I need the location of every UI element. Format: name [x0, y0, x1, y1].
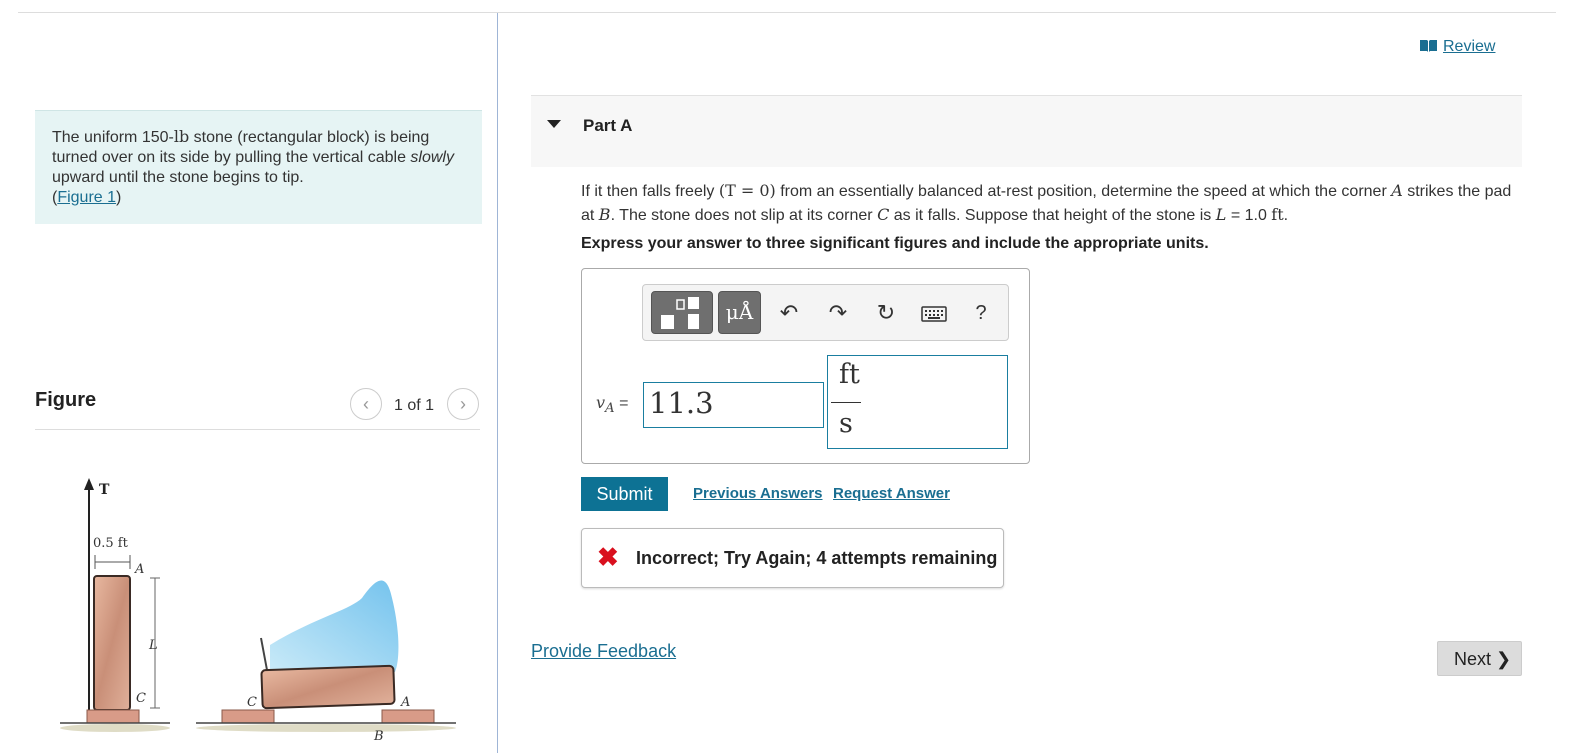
motion-blur — [270, 581, 398, 672]
label-C: C — [136, 691, 146, 706]
label-L: L — [149, 638, 158, 653]
help-icon[interactable]: ? — [975, 302, 987, 324]
templates-icon — [652, 292, 712, 333]
units-button[interactable]: μÅ — [718, 291, 761, 334]
label-A-right: A — [401, 695, 411, 710]
keyboard-icon — [921, 306, 947, 322]
unit-lb: lb — [173, 127, 190, 146]
math-A: A — [1391, 181, 1403, 200]
provide-feedback-link[interactable]: Provide Feedback — [531, 641, 677, 661]
figure-link[interactable]: Figure 1 — [57, 189, 117, 206]
answer-variable-label — [596, 393, 628, 416]
review-label: Review — [1443, 38, 1496, 55]
label-C-right: C — [247, 695, 257, 710]
figure-next-button[interactable]: › — [447, 388, 479, 420]
part-a-header[interactable] — [531, 95, 1522, 167]
pad-C — [222, 710, 274, 723]
pad-left — [87, 710, 139, 723]
figure-prev-button[interactable]: ‹ — [350, 388, 382, 420]
ground-shadow-left — [60, 724, 170, 732]
unit-numerator: ft — [839, 359, 860, 390]
next-label: Next — [1454, 649, 1492, 669]
math-ft: ft — [1271, 205, 1284, 224]
submit-button[interactable]: Submit — [581, 477, 668, 511]
ground-shadow-right — [196, 724, 456, 732]
question-text — [581, 179, 1516, 227]
pad-B — [382, 710, 434, 723]
falling-stone — [261, 666, 394, 709]
panel-divider — [497, 13, 498, 753]
question-text-1: If it then falls freely — [581, 183, 719, 200]
label-T: T — [99, 482, 110, 498]
redo-icon[interactable]: ↷ — [828, 300, 848, 325]
problem-text-2: stone (rectangular block) is being turned over on its side by pulling the vertical cable — [52, 129, 430, 166]
feedback-message: Incorrect; Try Again; 4 attempts remaining — [636, 548, 998, 568]
figure-title: Figure — [35, 389, 97, 411]
cable-arrow-icon — [84, 478, 94, 490]
problem-emphasis: slowly — [410, 149, 454, 166]
question-text-6: = 1.0 — [1226, 207, 1272, 224]
label-A: A — [135, 562, 145, 577]
var-equals: = — [614, 395, 629, 412]
next-button[interactable] — [1437, 641, 1522, 676]
var-symbol: v — [596, 393, 606, 412]
question-text-4: . The stone does not slip at its corner — [610, 207, 878, 224]
problem-text-3: upward until the stone begins to tip. — [52, 169, 304, 186]
top-divider — [18, 12, 1556, 13]
math-L: L — [1215, 205, 1227, 224]
problem-statement — [35, 110, 482, 224]
templates-button[interactable] — [651, 291, 713, 334]
question-text-5: as it falls. Suppose that height of the stone is — [889, 207, 1216, 224]
paren-open: ( — [52, 189, 58, 206]
var-subscript: A — [605, 401, 615, 417]
answer-value-input[interactable]: 11.3 — [643, 382, 824, 428]
chevron-right-icon: ❯ — [1496, 649, 1512, 669]
unit-denominator: s — [839, 408, 853, 439]
instruction-text: Express your answer to three significant figures and include the appropriate units. — [581, 235, 1209, 252]
stone-figure — [50, 470, 470, 753]
keyboard-button[interactable] — [918, 295, 950, 331]
request-answer-link[interactable]: Request Answer — [833, 485, 950, 502]
problem-text-1: The uniform 150- — [52, 129, 174, 146]
part-title: Part A — [583, 116, 633, 135]
math-toolbar — [642, 284, 1009, 341]
label-B: B — [374, 729, 384, 744]
answer-units-input[interactable] — [827, 355, 1008, 449]
error-x-icon: ✖ — [597, 542, 619, 572]
math-T-zero: (T = 0) — [718, 181, 776, 200]
previous-answers-link[interactable]: Previous Answers — [693, 485, 823, 502]
reset-icon[interactable]: ↻ — [876, 300, 896, 325]
question-text-2: from an essentially balanced at-rest position, determine the speed at which the corner — [775, 183, 1392, 200]
math-B: B — [598, 205, 611, 224]
review-link[interactable] — [1420, 38, 1495, 56]
label-width: 0.5 ft — [93, 536, 128, 551]
answer-box — [581, 268, 1030, 464]
question-text-7: . — [1283, 207, 1289, 224]
upright-stone — [94, 576, 130, 710]
undo-icon[interactable]: ↶ — [779, 300, 799, 325]
book-icon — [1420, 39, 1437, 52]
paren-close: ) — [116, 189, 122, 206]
question-text-3: strikes the pad at — [581, 183, 1512, 224]
figure-header — [35, 386, 480, 430]
figure-pager-text: 1 of 1 — [394, 397, 435, 414]
feedback-box — [581, 528, 1004, 588]
fraction-bar — [831, 402, 861, 403]
math-C: C — [877, 205, 890, 224]
caret-down-icon[interactable] — [547, 120, 561, 128]
cable-line-right — [261, 638, 267, 670]
